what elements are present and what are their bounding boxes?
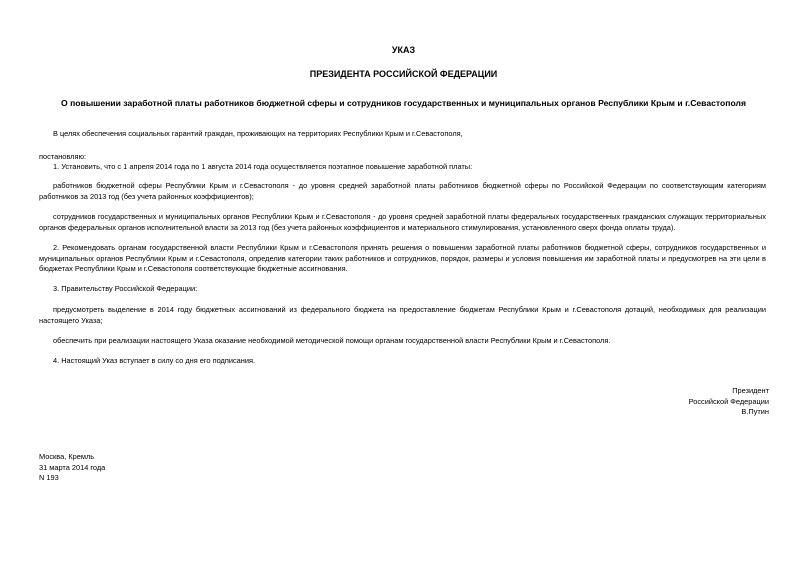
paragraph-2: 2. Рекомендовать органам государственной власти Республики Крым и г.Севастополя принять решения о повышении заработной платы работников бюджетной сферы, сотрудников государственных и муниципальных органов Республики Крым и г.Севастополя, определив категории таких работников и сотрудников, порядок, размеры и условия повышения им заработной платы и предусмотрев на эти цели в бюджетах Республики Крым и г.Севастополя соответствующие бюджетные ассигнования. (39, 243, 766, 274)
paragraph-3b: обеспечить при реализации настоящего Указа оказание необходимой методической помощи органам государственной власти Республики Крым и г.Севастополя. (53, 336, 611, 345)
decree-word: постановляю: (39, 152, 87, 161)
paragraph-4: 4. Настоящий Указ вступает в силу со дня его подписания. (53, 356, 256, 365)
paragraph-3: 3. Правительству Российской Федерации: (53, 284, 198, 293)
signature-name: В.Путин (741, 407, 769, 417)
signature-country: Российской Федерации (688, 396, 769, 406)
preamble-paragraph: В целях обеспечения социальных гарантий граждан, проживающих на территориях Республики Крым и г.Севастополя, (53, 129, 463, 138)
signature-position: Президент (732, 386, 769, 395)
decree-issuer: ПРЕЗИДЕНТА РОССИЙСКОЙ ФЕДЕРАЦИИ (309, 69, 498, 79)
paragraph-1a: работников бюджетной сферы Республики Крым и г.Севастополя - до уровня средней заработной платы работников бюджетной сферы по Российской Федерации по соответствующим категориям работников за 2013 год (без учета районных коэффициентов); (39, 181, 766, 201)
decree-title: УКАЗ (391, 45, 416, 55)
signing-date: 31 марта 2014 года (39, 462, 106, 472)
paragraph-3a: предусмотреть выделение в 2014 году бюджетных ассигнований из федерального бюджета на предоставление бюджетам Республики Крым и г.Севастополя дотаций, необходимых для реализации настоящего Указа; (39, 305, 766, 325)
signing-place: Москва, Кремль (39, 452, 95, 461)
paragraph-1: 1. Установить, что с 1 апреля 2014 года по 1 августа 2014 года осуществляется поэтапное повышение заработной платы: (53, 162, 473, 171)
paragraph-1b: сотрудников государственных и муниципальных органов Республики Крым и г.Севастополя - до уровня средней заработной платы федеральных государственных гражданских служащих территориальных органов федеральных органов исполнительной власти за 2013 год (без учета районных коэффициентов и материального стимулирования, установленного сверх фонда оплаты труда). (39, 212, 766, 232)
place-date-block (39, 452, 239, 484)
decree-number: N 193 (39, 473, 59, 483)
signature-block (619, 386, 769, 418)
decree-subject: О повышении заработной платы работников бюджетной сферы и сотрудников государственных и муниципальных органов Республики Крым и г.Севастополя (61, 98, 746, 108)
